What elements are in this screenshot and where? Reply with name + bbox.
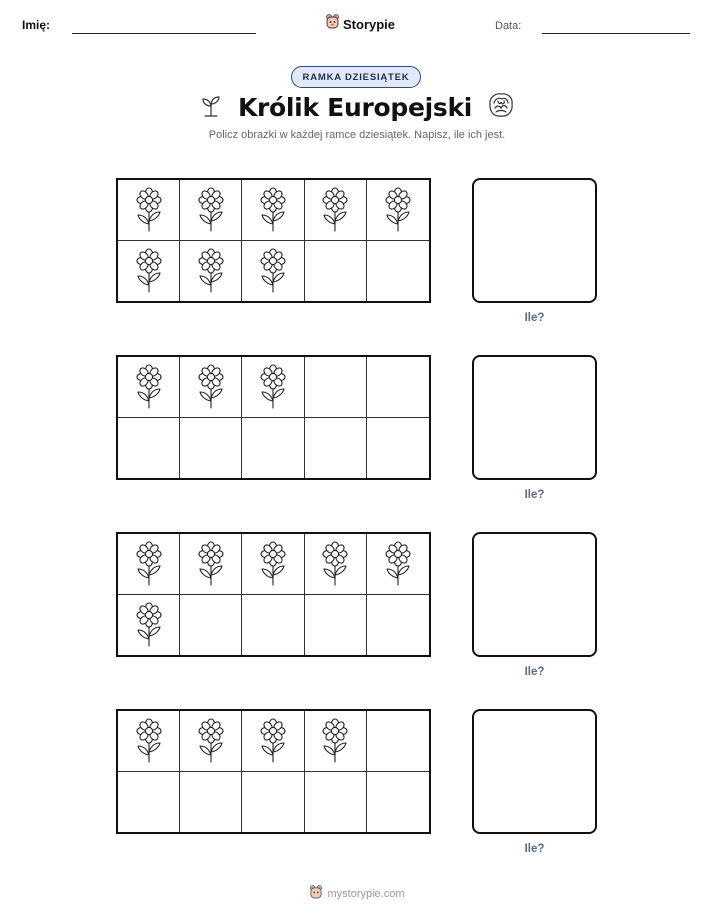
answer-label: Ile? <box>524 489 545 501</box>
instructions: Policz obrazki w każdej ramce dziesiątek. Napisz, ile ich jest. <box>208 129 506 141</box>
frame-cell <box>180 180 242 241</box>
brand <box>325 13 395 35</box>
worksheet-type-badge: RAMKA DZIESIĄTEK <box>291 66 421 88</box>
frame-cell <box>180 418 242 479</box>
frame-cell <box>305 772 367 833</box>
flower-icon <box>132 247 166 295</box>
brand-name: Storypie <box>343 16 396 32</box>
footer-url: mystorypie.com <box>327 887 405 900</box>
cabbage-icon <box>486 91 516 124</box>
flower-icon <box>256 363 290 411</box>
page-title: Królik Europejski <box>237 93 473 122</box>
frame-cell <box>242 772 304 833</box>
frame-cell <box>242 418 304 479</box>
answer-label: Ile? <box>524 666 545 678</box>
ten-frame <box>116 178 431 303</box>
frame-cell <box>305 241 367 302</box>
frame-cell <box>305 357 367 418</box>
flower-icon <box>132 186 166 234</box>
frame-cell <box>305 711 367 772</box>
frame-cell <box>305 595 367 656</box>
flower-icon <box>256 717 290 765</box>
frame-cell <box>367 534 429 595</box>
frame-cell <box>118 180 180 241</box>
flower-icon <box>318 186 352 234</box>
frame-cell <box>367 180 429 241</box>
frame-cell <box>180 711 242 772</box>
title-row <box>0 91 714 124</box>
frame-cell <box>118 534 180 595</box>
flower-icon <box>256 540 290 588</box>
answer-box[interactable] <box>472 178 597 303</box>
flower-icon <box>132 717 166 765</box>
frame-cell <box>180 595 242 656</box>
flower-icon <box>132 540 166 588</box>
date-label: Data: <box>495 20 522 32</box>
frame-cell <box>118 418 180 479</box>
frame-cell <box>118 241 180 302</box>
frame-cell <box>305 418 367 479</box>
flower-icon <box>256 186 290 234</box>
frame-cell <box>180 772 242 833</box>
name-label: Imię: <box>22 18 51 32</box>
flower-icon <box>194 247 228 295</box>
frame-cell <box>180 241 242 302</box>
flower-icon <box>381 540 415 588</box>
footer <box>0 884 714 903</box>
flower-icon <box>318 540 352 588</box>
frame-cell <box>242 357 304 418</box>
frame-cell <box>242 595 304 656</box>
frame-cell <box>242 534 304 595</box>
frame-cell <box>367 241 429 302</box>
storypie-logo-icon <box>309 884 323 903</box>
flower-icon <box>194 363 228 411</box>
storypie-logo-icon <box>325 13 340 35</box>
sprout-icon <box>198 92 224 123</box>
date-field[interactable] <box>542 33 690 34</box>
answer-box[interactable] <box>472 709 597 834</box>
frame-cell <box>242 241 304 302</box>
answer-label: Ile? <box>524 312 545 324</box>
frame-cell <box>305 180 367 241</box>
flower-icon <box>256 247 290 295</box>
frame-cell <box>118 595 180 656</box>
ten-frame <box>116 532 431 657</box>
frame-cell <box>367 357 429 418</box>
answer-box[interactable] <box>472 355 597 480</box>
ten-frame <box>116 709 431 834</box>
frame-cell <box>367 595 429 656</box>
frame-cell <box>118 772 180 833</box>
flower-icon <box>194 717 228 765</box>
flower-icon <box>132 601 166 649</box>
ten-frame <box>116 355 431 480</box>
flower-icon <box>132 363 166 411</box>
flower-icon <box>381 186 415 234</box>
frame-cell <box>180 534 242 595</box>
flower-icon <box>318 717 352 765</box>
answer-label: Ile? <box>524 843 545 855</box>
answer-box[interactable] <box>472 532 597 657</box>
frame-cell <box>118 711 180 772</box>
frame-cell <box>367 772 429 833</box>
frame-cell <box>242 711 304 772</box>
frame-cell <box>367 711 429 772</box>
frame-cell <box>242 180 304 241</box>
flower-icon <box>194 186 228 234</box>
flower-icon <box>194 540 228 588</box>
name-field[interactable] <box>72 33 256 34</box>
frame-cell <box>118 357 180 418</box>
frame-cell <box>180 357 242 418</box>
frame-cell <box>367 418 429 479</box>
frame-cell <box>305 534 367 595</box>
